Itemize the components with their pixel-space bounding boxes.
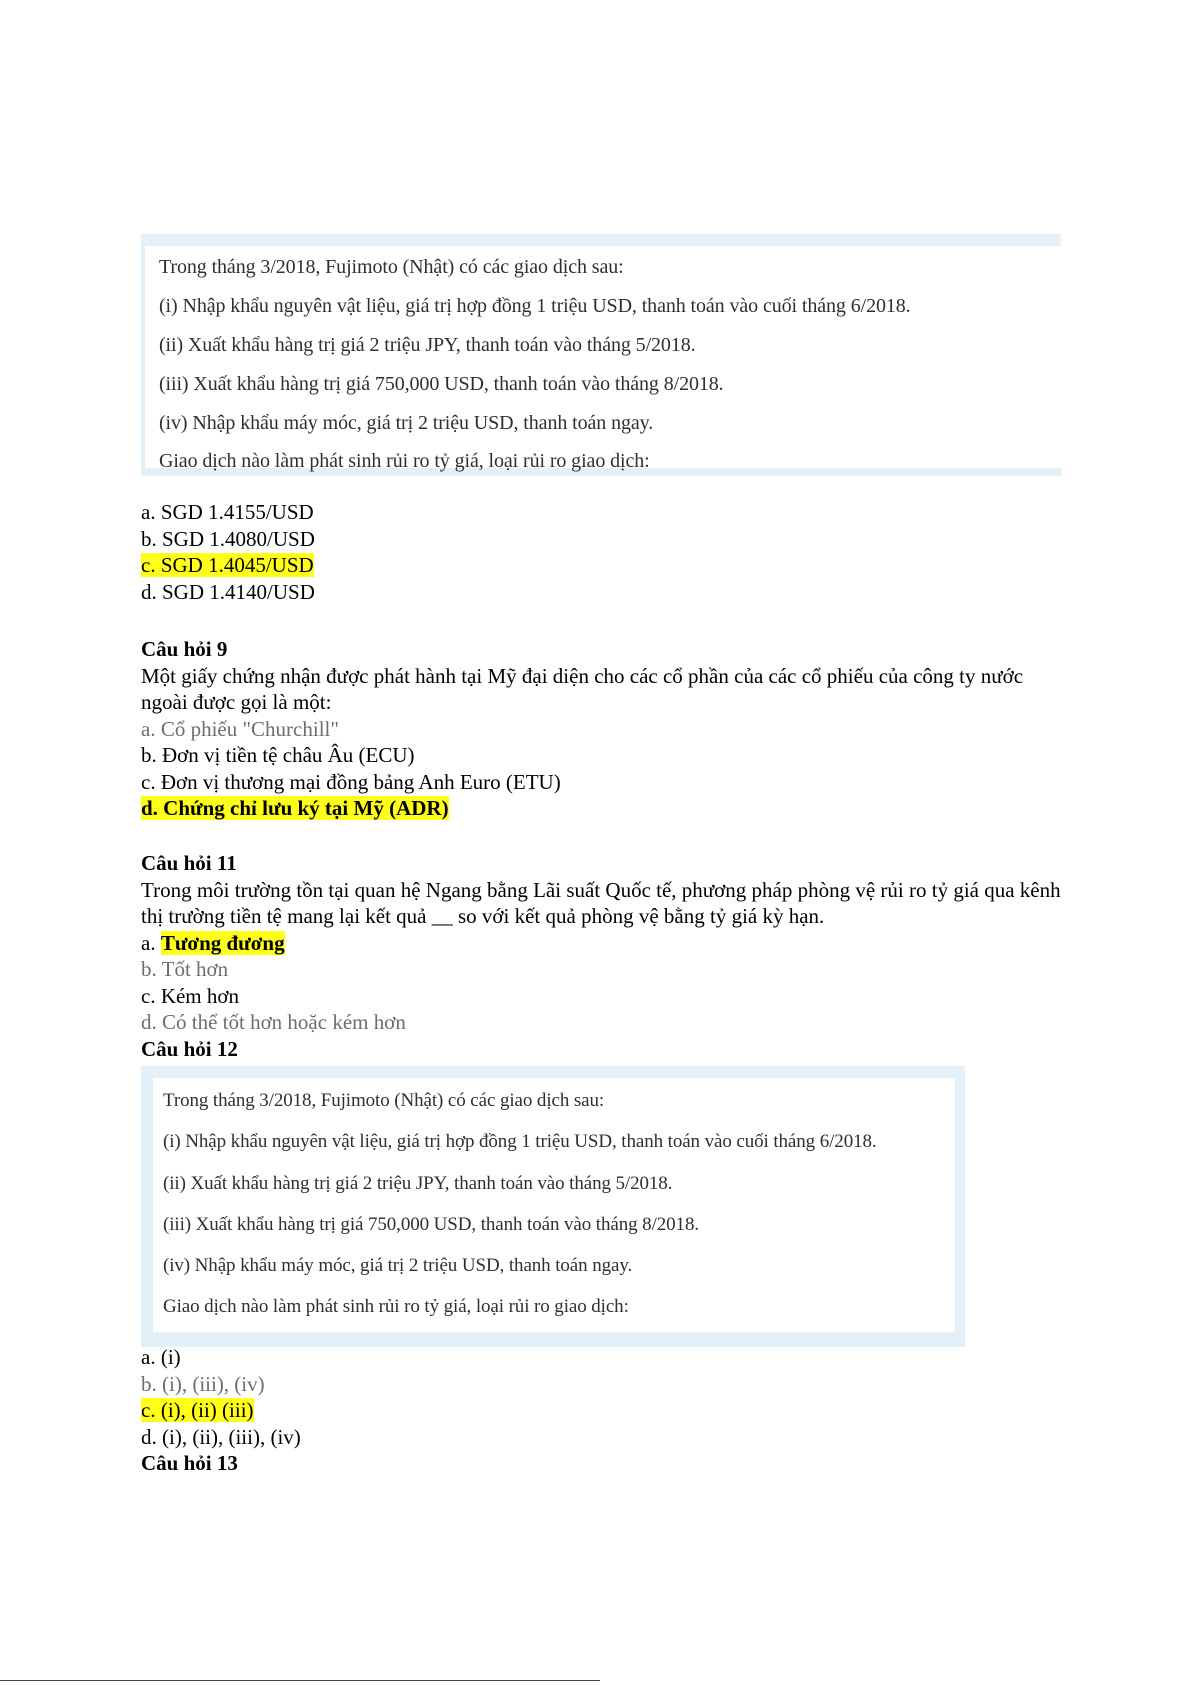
option-b: b. Đơn vị tiền tệ châu Âu (ECU)	[141, 743, 415, 767]
image-1-line: Trong tháng 3/2018, Fujimoto (Nhật) có các giao dịch sau:	[159, 256, 624, 278]
option-d: d. SGD 1.4140/USD	[141, 579, 315, 604]
option-b: b. (i), (iii), (iv)	[141, 1371, 265, 1396]
option-a-prefix: a.	[141, 930, 161, 955]
question-image-1	[141, 234, 1061, 476]
option-d: d. Có thể tốt hơn hoặc kém hơn	[141, 1010, 406, 1034]
question-text: Trong môi trường tồn tại quan hệ Ngang bằng Lãi suất Quốc tế, phương pháp phòng vệ rủi ro tỷ giá qua kênh thị trường tiền tệ mang lại kết quả __ so với kết quả phòng vệ bằng tỷ giá kỳ hạn.	[141, 877, 1061, 928]
image-1-line: (iii) Xuất khẩu hàng trị giá 750,000 USD, thanh toán vào tháng 8/2018.	[159, 373, 724, 395]
option-a: a. (i)	[141, 1345, 181, 1369]
option-c-highlighted: c. (i), (ii) (iii)	[141, 1398, 254, 1422]
footer-divider	[0, 1680, 600, 1681]
question-title: Câu hỏi 11	[141, 851, 237, 875]
option-a: a. SGD 1.4155/USD	[141, 500, 314, 524]
question-image-2	[141, 1066, 965, 1347]
option-a: a. Cổ phiếu "Churchill"	[141, 716, 339, 741]
option-c-highlighted: c. SGD 1.4045/USD	[141, 553, 314, 577]
image-2-line: (i) Nhập khẩu nguyên vật liệu, giá trị hợp đồng 1 triệu USD, thanh toán vào cuối tháng 6/2018.	[163, 1131, 877, 1152]
question-title: Câu hỏi 9	[141, 637, 228, 661]
image-2-line: Giao dịch nào làm phát sinh rủi ro tỷ giá, loại rủi ro giao dịch:	[163, 1296, 629, 1317]
question-text: Một giấy chứng nhận được phát hành tại Mỹ đại diện cho các cổ phần của các cổ phiếu của công ty nước ngoài được gọi là một:	[141, 663, 1024, 714]
option-a	[141, 930, 1061, 957]
image-1-line: (iv) Nhập khẩu máy móc, giá trị 2 triệu USD, thanh toán ngay.	[159, 412, 654, 434]
image-2-line: (ii) Xuất khẩu hàng trị giá 2 triệu JPY, thanh toán vào tháng 5/2018.	[163, 1173, 673, 1194]
answer-options-block	[141, 499, 1061, 605]
question-9	[141, 636, 1061, 822]
question-11	[141, 850, 1061, 1062]
image-2-line: (iii) Xuất khẩu hàng trị giá 750,000 USD, thanh toán vào tháng 8/2018.	[163, 1214, 699, 1235]
question-12-title: Câu hỏi 12	[141, 1036, 238, 1061]
option-c: c. Đơn vị thương mại đồng bảng Anh Euro (ETU)	[141, 769, 561, 794]
image-1-line: Giao dịch nào làm phát sinh rủi ro tỷ giá, loại rủi ro giao dịch:	[159, 450, 650, 472]
image-1-line: (ii) Xuất khẩu hàng trị giá 2 triệu JPY, thanh toán vào tháng 5/2018.	[159, 334, 696, 356]
image-1-line: (i) Nhập khẩu nguyên vật liệu, giá trị hợp đồng 1 triệu USD, thanh toán vào cuối tháng 6/2018.	[159, 295, 911, 317]
image-2-line: (iv) Nhập khẩu máy móc, giá trị 2 triệu USD, thanh toán ngay.	[163, 1255, 633, 1276]
question-12-options	[141, 1344, 1061, 1477]
option-c: c. Kém hơn	[141, 983, 239, 1008]
question-13-title: Câu hỏi 13	[141, 1451, 238, 1475]
option-b: b. Tốt hơn	[141, 957, 229, 981]
option-d: d. (i), (ii), (iii), (iv)	[141, 1424, 301, 1449]
image-2-line: Trong tháng 3/2018, Fujimoto (Nhật) có các giao dịch sau:	[163, 1090, 605, 1111]
option-b: b. SGD 1.4080/USD	[141, 526, 315, 551]
option-d-highlighted: d. Chứng chỉ lưu ký tại Mỹ (ADR)	[141, 796, 449, 820]
option-a-highlighted: Tương đương	[160, 930, 285, 955]
